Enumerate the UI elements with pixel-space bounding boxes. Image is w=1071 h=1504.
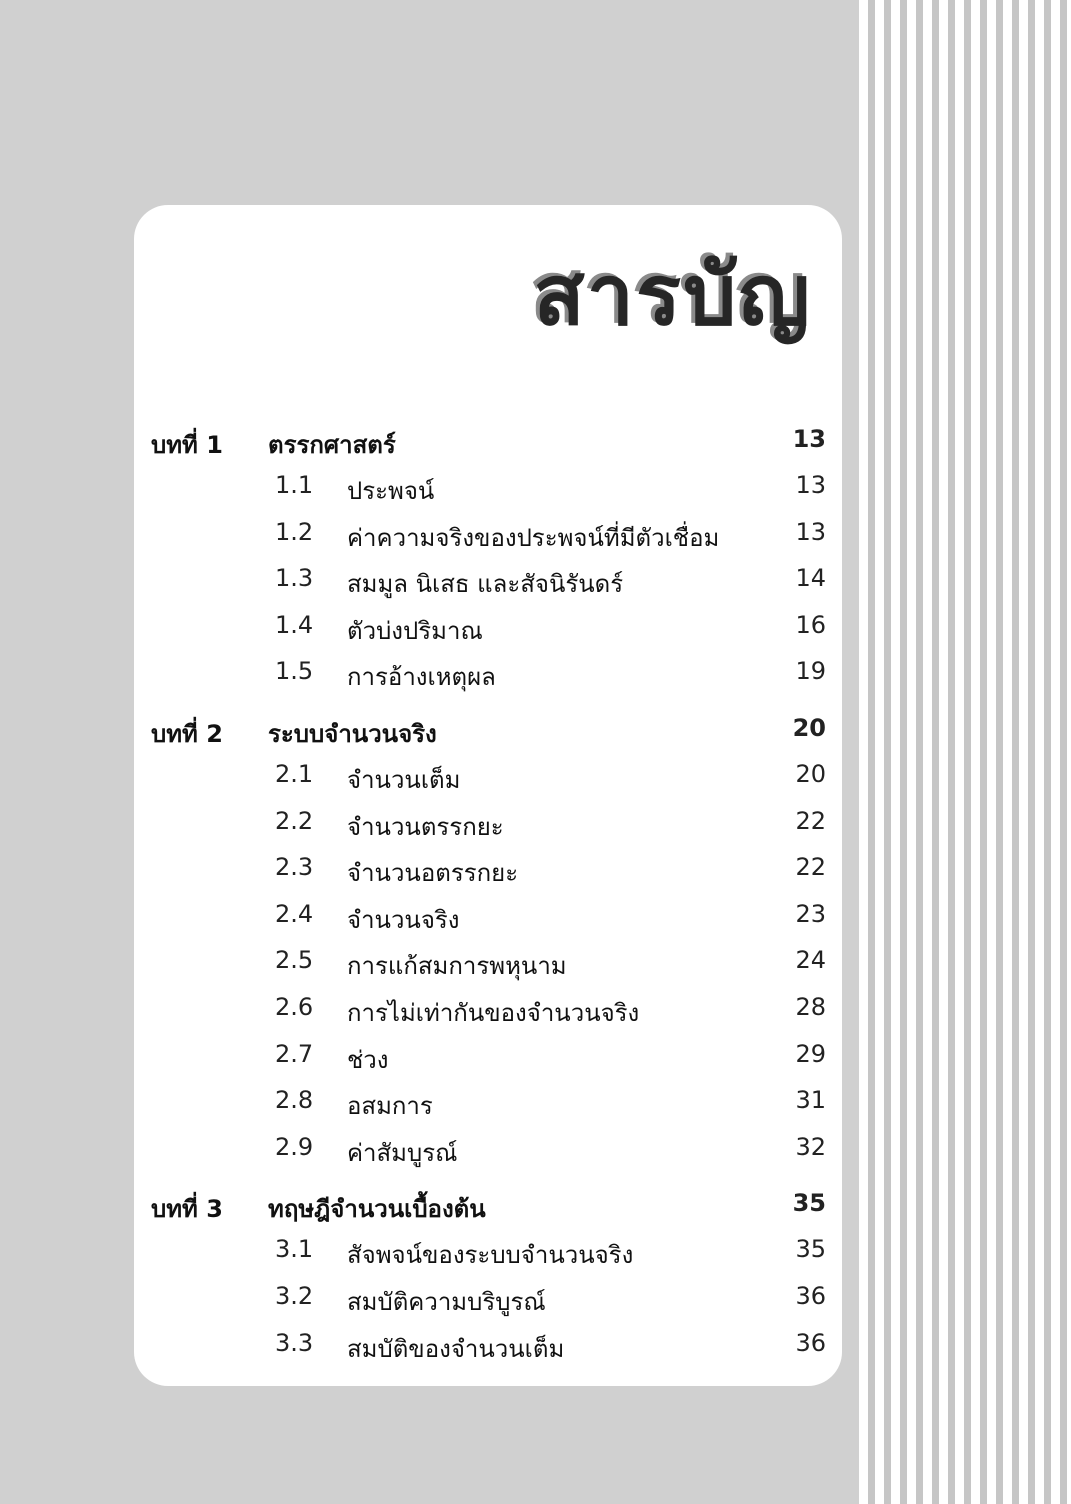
section-number: 2.2	[275, 806, 314, 835]
section-number: 1.1	[275, 471, 314, 499]
section-number: 2.7	[275, 1039, 314, 1068]
section-number: 1.5	[275, 657, 314, 686]
toc-section-row[interactable]	[134, 657, 842, 704]
toc-section-row[interactable]	[134, 1040, 842, 1087]
section-number: 2.4	[275, 899, 314, 928]
section-title: ประพจน์	[347, 477, 435, 505]
table-of-contents	[134, 415, 842, 1375]
toc-section-row[interactable]	[134, 564, 842, 611]
section-number: 2.8	[275, 1086, 314, 1115]
toc-chapter-row[interactable]	[134, 415, 842, 471]
section-number: 2.9	[275, 1132, 314, 1161]
section-page-number: 14	[795, 564, 826, 593]
toc-section-row[interactable]	[134, 807, 842, 854]
section-page-number: 35	[795, 1235, 826, 1264]
section-page-number: 28	[795, 992, 826, 1021]
section-title: จำนวนจริง	[347, 905, 460, 934]
section-page-number: 22	[795, 806, 826, 835]
toc-section-row[interactable]	[134, 1282, 842, 1329]
toc-section-row[interactable]	[134, 993, 842, 1040]
section-page-number: 20	[795, 759, 826, 788]
toc-section-row[interactable]	[134, 853, 842, 900]
toc-section-row[interactable]	[134, 1329, 842, 1376]
chapter-label: บทที่ 2	[151, 719, 223, 748]
section-page-number: 19	[795, 657, 826, 686]
toc-section-row[interactable]	[134, 1086, 842, 1133]
chapter-label: บทที่ 3	[151, 1195, 223, 1224]
section-page-number: 32	[795, 1132, 826, 1161]
section-number: 2.1	[275, 759, 314, 788]
section-title: ตัวบ่งปริมาณ	[347, 616, 483, 645]
section-title: สมบัติของจำนวนเต็ม	[347, 1334, 565, 1363]
section-number: 1.3	[275, 564, 314, 593]
chapter-title: ระบบจำนวนจริง	[268, 719, 437, 748]
chapter-title: ตรรกศาสตร์	[268, 431, 396, 459]
section-page-number: 29	[795, 1039, 826, 1068]
decorative-stripes	[859, 0, 1071, 1504]
page-title: สารบัญ	[533, 246, 812, 344]
section-number: 3.2	[275, 1281, 314, 1310]
section-page-number: 23	[795, 899, 826, 928]
section-title: สมมูล นิเสธ และสัจนิรันดร์	[347, 570, 624, 599]
toc-section-row[interactable]	[134, 611, 842, 658]
toc-section-row[interactable]	[134, 1235, 842, 1282]
section-page-number: 36	[795, 1328, 826, 1357]
chapter-page-number: 20	[792, 713, 826, 742]
section-page-number: 24	[795, 946, 826, 975]
section-title: ค่าความจริงของประพจน์ที่มีตัวเชื่อม	[347, 523, 720, 552]
section-title: ค่าสัมบูรณ์	[347, 1138, 458, 1167]
section-title: อสมการ	[347, 1092, 433, 1121]
chapter-label: บทที่ 1	[151, 431, 223, 459]
chapter-title: ทฤษฎีจำนวนเบื้องต้น	[268, 1195, 486, 1224]
section-page-number: 31	[795, 1086, 826, 1115]
section-title: การอ้างเหตุผล	[347, 663, 496, 692]
toc-section-row[interactable]	[134, 471, 842, 518]
section-title: จำนวนเต็ม	[347, 765, 461, 794]
section-title: จำนวนตรรกยะ	[347, 812, 504, 841]
chapter-page-number: 13	[792, 425, 826, 453]
toc-section-row[interactable]	[134, 1133, 842, 1180]
section-page-number: 36	[795, 1281, 826, 1310]
toc-section-row[interactable]	[134, 900, 842, 947]
section-number: 2.3	[275, 853, 314, 882]
section-title: สมบัติความบริบูรณ์	[347, 1287, 546, 1316]
section-title: ช่วง	[347, 1045, 389, 1074]
section-number: 3.3	[275, 1328, 314, 1357]
section-number: 3.1	[275, 1235, 314, 1264]
toc-section-row[interactable]	[134, 760, 842, 807]
toc-card	[134, 205, 842, 1386]
section-number: 2.6	[275, 992, 314, 1021]
toc-section-row[interactable]	[134, 518, 842, 565]
toc-chapter-row[interactable]	[134, 1179, 842, 1235]
section-page-number: 13	[795, 517, 826, 546]
section-page-number: 16	[795, 610, 826, 639]
section-title: สัจพจน์ของระบบจำนวนจริง	[347, 1241, 634, 1270]
section-title: จำนวนอตรรกยะ	[347, 859, 519, 888]
section-title: การแก้สมการพหุนาม	[347, 952, 567, 981]
toc-chapter-row[interactable]	[134, 704, 842, 760]
chapter-page-number: 35	[792, 1189, 826, 1218]
section-number: 2.5	[275, 946, 314, 975]
section-title: การไม่เท่ากันของจำนวนจริง	[347, 998, 640, 1027]
section-number: 1.2	[275, 517, 314, 546]
section-page-number: 22	[795, 853, 826, 882]
toc-section-row[interactable]	[134, 946, 842, 993]
section-number: 1.4	[275, 610, 314, 639]
section-page-number: 13	[795, 471, 826, 499]
